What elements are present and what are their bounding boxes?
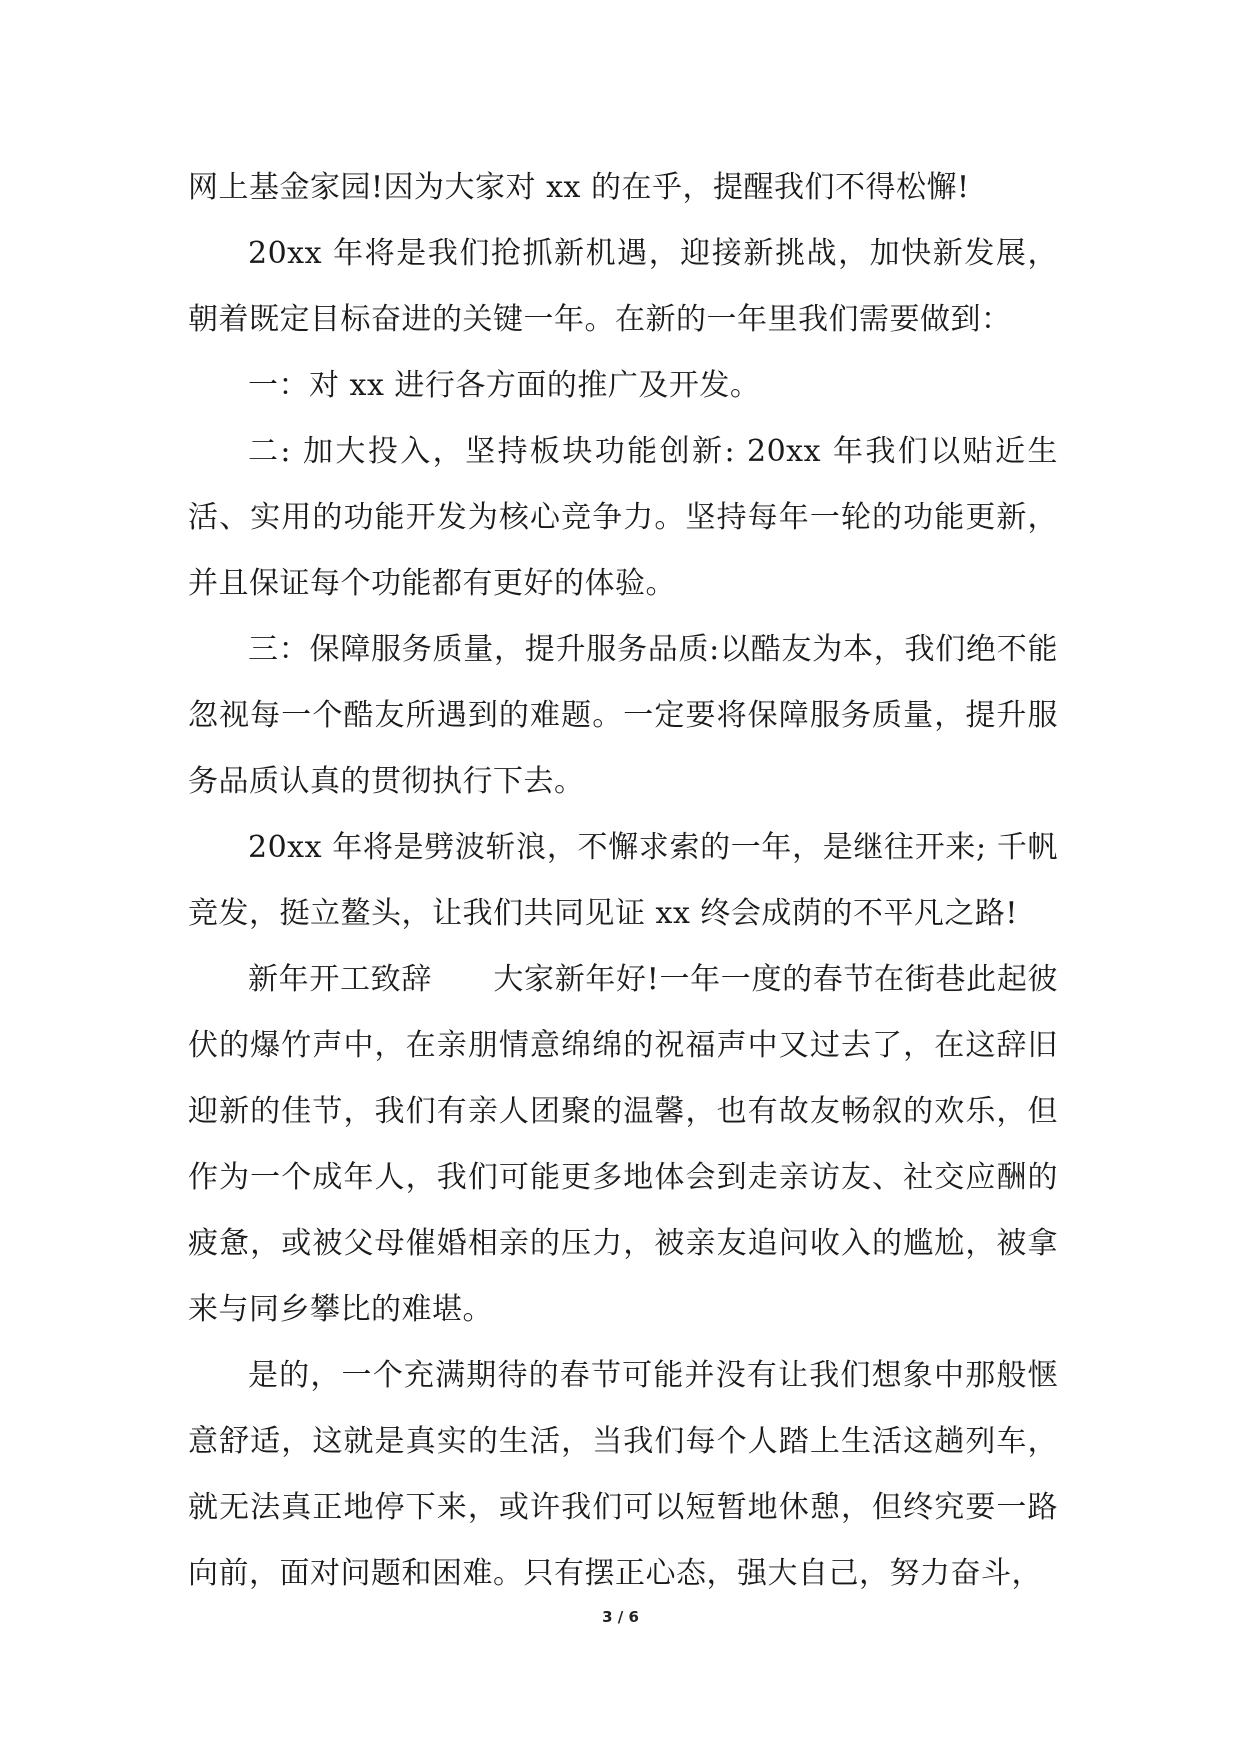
paragraph-real-life: 是的，一个充满期待的春节可能并没有让我们想象中那般惬意舒适，这就是真实的生活，当我们每个人踏上生活这趟列车，就无法真正地停下来，或许我们可以短暂地休憩，但终究要一路向前，面对问题和困难。只有摆正心态，强大自己，努力奋斗， (188, 1358, 1058, 1591)
paragraph-closing: 20xx 年将是劈波斩浪，不懈求索的一年，是继往开来; 千帆竞发，挺立鳌头，让我们共同见证 xx 终会成荫的不平凡之路! (188, 830, 1058, 931)
paragraph-item-two: 二: 加大投入，坚持板块功能创新: 20xx 年我们以贴近生活、实用的功能开发为核心竞争力。坚持每年一轮的功能更新，并且保证每个功能都有更好的体验。 (188, 434, 1058, 601)
document-body (188, 155, 1058, 1607)
page-number: 3 / 6 (602, 1608, 639, 1626)
paragraph-item-three: 三：保障服务质量，提升服务品质:以酷友为本，我们绝不能忽视每一个酷友所遇到的难题。一定要将保障服务质量，提升服务品质认真的贯彻执行下去。 (188, 632, 1058, 799)
paragraph-continuation: 网上基金家园!因为大家对 xx 的在乎，提醒我们不得松懈! (188, 170, 970, 205)
paragraph-key-year: 20xx 年将是我们抢抓新机遇，迎接新挑战，加快新发展，朝着既定目标奋进的关键一年。在新的一年里我们需要做到： (188, 236, 1058, 337)
paragraph-new-year-speech: 新年开工致辞 大家新年好!一年一度的春节在街巷此起彼伏的爆竹声中，在亲朋情意绵绵的祝福声中又过去了，在这辞旧迎新的佳节，我们有亲人团聚的温馨，也有故友畅叙的欢乐，但作为一个成年人，我们可能更多地体会到走亲访友、社交应酬的疲惫，或被父母催婚相亲的压力，被亲友追问收入的尴尬，被拿来与同乡攀比的难堪。 (188, 962, 1058, 1327)
paragraph-item-one: 一：对 xx 进行各方面的推广及开发。 (248, 368, 761, 403)
